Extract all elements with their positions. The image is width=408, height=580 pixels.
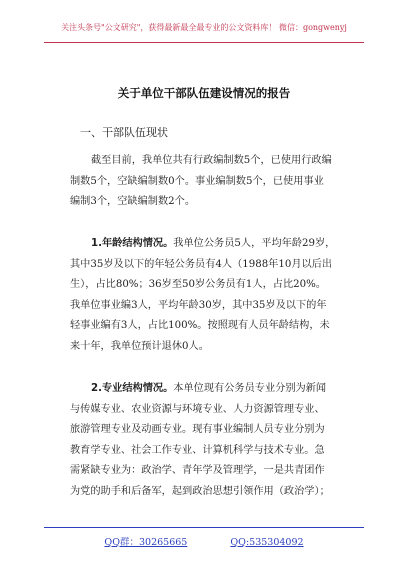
header-divider (44, 42, 364, 43)
paragraph-heading: 1.年龄结构情况。 (91, 238, 174, 249)
header-notice: 关注头条号"公文研究"，获得最新最全最专业的公文资料库！ 微信：gongwenyj (61, 23, 347, 32)
paragraph-line: 截至目前，我单位共有行政编制数5个，已使用行政编 (91, 155, 332, 166)
footer-divider (44, 527, 364, 528)
paragraph-line: 需紧缺专业为：政治学、青年学及管理学，一是共青团作 (70, 465, 325, 476)
paragraph-text: 我单位公务员5人，平均年龄29岁， (173, 238, 336, 249)
paragraph-line: 其中35岁及以下的年轻公务员有4人（1988年10月以后出 (70, 258, 333, 270)
paragraph-line: 编制3个，空缺编制数2个。 (70, 196, 196, 207)
section-heading: 一、干部队伍现状 (80, 126, 168, 139)
paragraph-text: 本单位现有公务员专业分别为新闻 (173, 383, 327, 394)
paragraph-staffing (70, 151, 356, 213)
paragraph-line: 轻事业编有3人，占比100%。按照现有人员年龄结构，未 (70, 320, 330, 331)
paragraph-line: 我单位事业编3人，平均年龄30岁，其中35岁及以下的年 (70, 299, 327, 311)
paragraph-line: 制数5个，空缺编制数0个。事业编制数5个，已使用事业 (70, 175, 324, 187)
paragraph-line: 为党的助手和后备军，起到政治思想引领作用（政治学）； (70, 485, 330, 497)
qq-link[interactable]: QQ:535304092 (230, 537, 304, 548)
paragraph-line: 教育学专业、社会工作专业、计算机科学与技术专业。急 (70, 444, 325, 456)
paragraph-line (70, 379, 356, 400)
paragraph-heading: 2.专业结构情况。 (91, 383, 174, 394)
qq-group-link[interactable]: QQ群：30265665 (104, 537, 188, 548)
paragraph-line: 旅游管理专业及动画专业。现有事业编制人员专业分别为 (70, 424, 325, 435)
paragraph-age-structure (70, 234, 356, 357)
paragraph-line: 生），占比80%；36岁至50岁公务员有1人，占比20%。 (70, 279, 326, 290)
document-title: 关于单位干部队伍建设情况的报告 (117, 86, 291, 100)
paragraph-line: 与传媒专业、农业资源与环境专业、人力资源管理专业、 (70, 403, 325, 415)
footer (0, 534, 408, 548)
paragraph-major-structure (70, 379, 356, 502)
paragraph-line: 来十年，我单位预计退休0人。 (70, 340, 209, 352)
paragraph-line (70, 234, 356, 255)
